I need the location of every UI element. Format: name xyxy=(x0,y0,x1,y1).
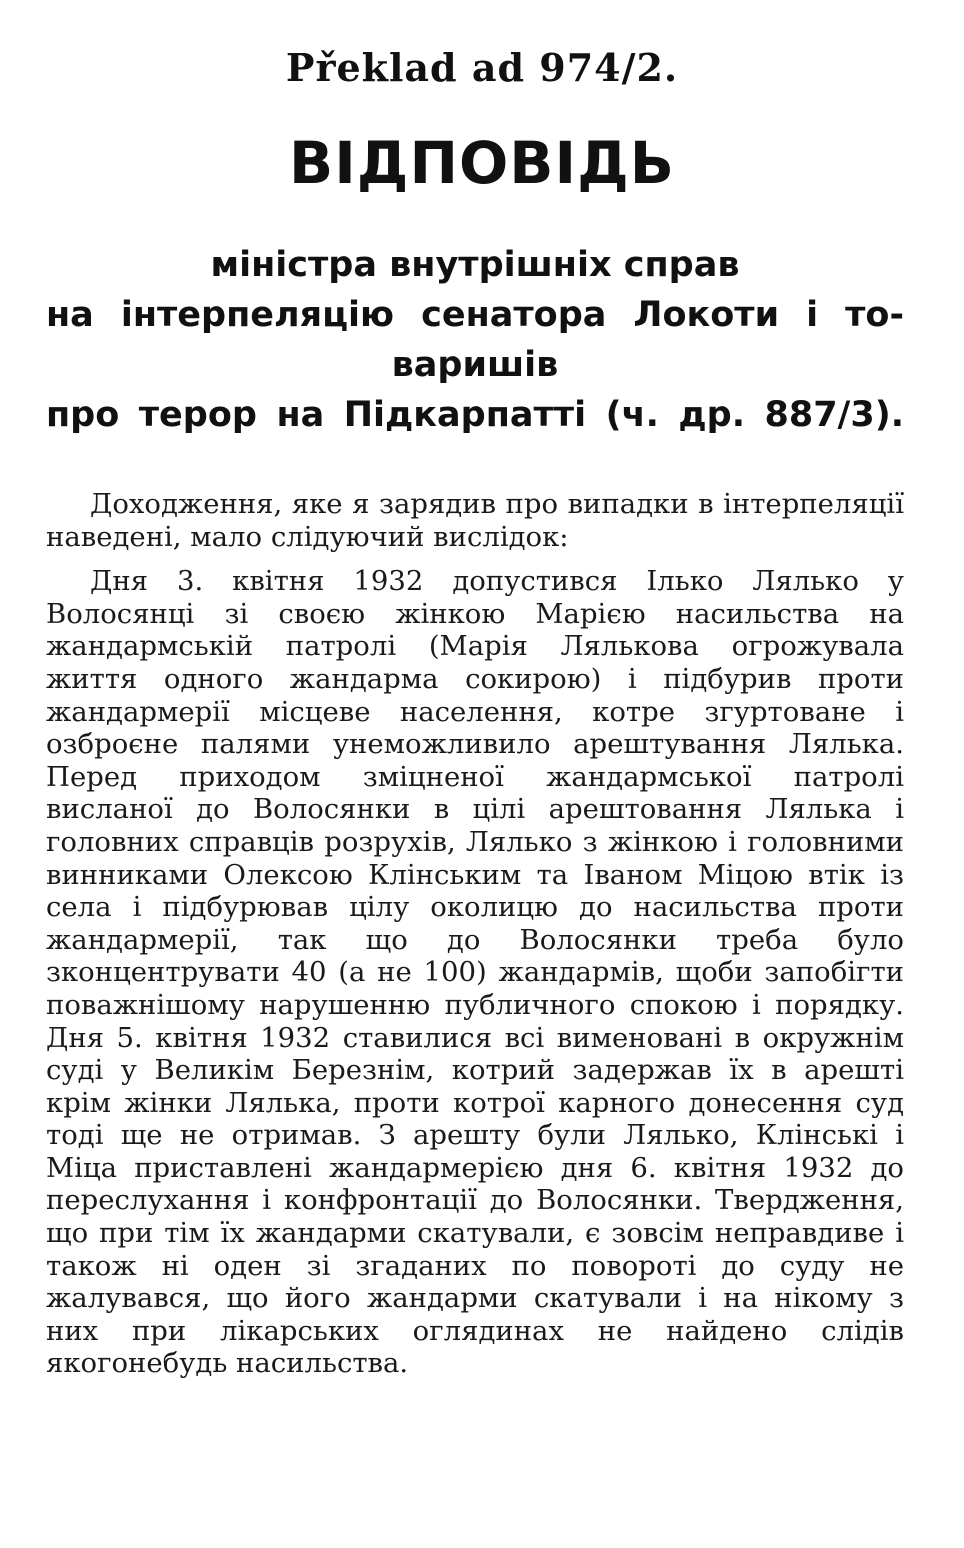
subtitle-line-2: на інтерпеляцію сенатора Локоти і то- xyxy=(46,295,904,335)
body-paragraph-1: Доходження, яке я зарядив про випадки в інтерпеляції наведені, мало слідуючий вислідок: xyxy=(46,488,904,553)
translation-reference: Překlad ad 974/2. xyxy=(285,45,679,90)
subtitle-line-4: про терор на Підкарпатті (ч. др. 887/3). xyxy=(46,395,904,435)
subtitle-line-3: варишів xyxy=(391,345,559,385)
document-title: ВІДПОВІДЬ xyxy=(289,129,675,197)
subtitle-line-1: міністра внутрішніх справ xyxy=(210,245,740,285)
document-subtitle xyxy=(46,240,904,440)
document-body xyxy=(46,488,904,1392)
body-paragraph-2: Дня 3. квітня 1932 допустився Ілько Лялько у Волосянці зі своєю жінкою Марією насильства на жандармській патролі (Марія Лялькова огрожувала життя одного жандарма сокирою) і підбурив проти жандармерії місцеве населення, котре згуртоване і озброєне палями унеможливило арештування Лялька. Перед приходом зміцненої жандармської патролі висланої до Волосянки в цілі арештовання Лялька і головних справців розрухів, Лялько з жінкою і головними винниками Олексою Клінським та Іваном Міцою втік із села і підбурював цілу околицю до насильства проти жандармерії, так що до Волосянки треба було зконцентрувати 40 (а не 100) жандармів, щоби запобігти поважнішому нарушенню публичного спокою і порядку. Дня 5. квітня 1932 ставилися всі вименовані в окружнім суді у Великім Березнім, котрий задержав їх в арешті крім жінки Лялька, проти котрої карного донесення суд тоді ще не отримав. З арешту були Лялько, Клінські і Міца приставлені жандармерією дня 6. квітня 1932 до переслухання і конфронтації до Волосянки. Твердження, що при тім їх жандарми скатували, є зовсім неправдиве і також ні оден зі згаданих по повороті до суду не жалувався, що його жандарми скатували і на нікому з них при лікарських оглядинах не найдено слідів якогонебудь насильства. xyxy=(46,565,904,1380)
